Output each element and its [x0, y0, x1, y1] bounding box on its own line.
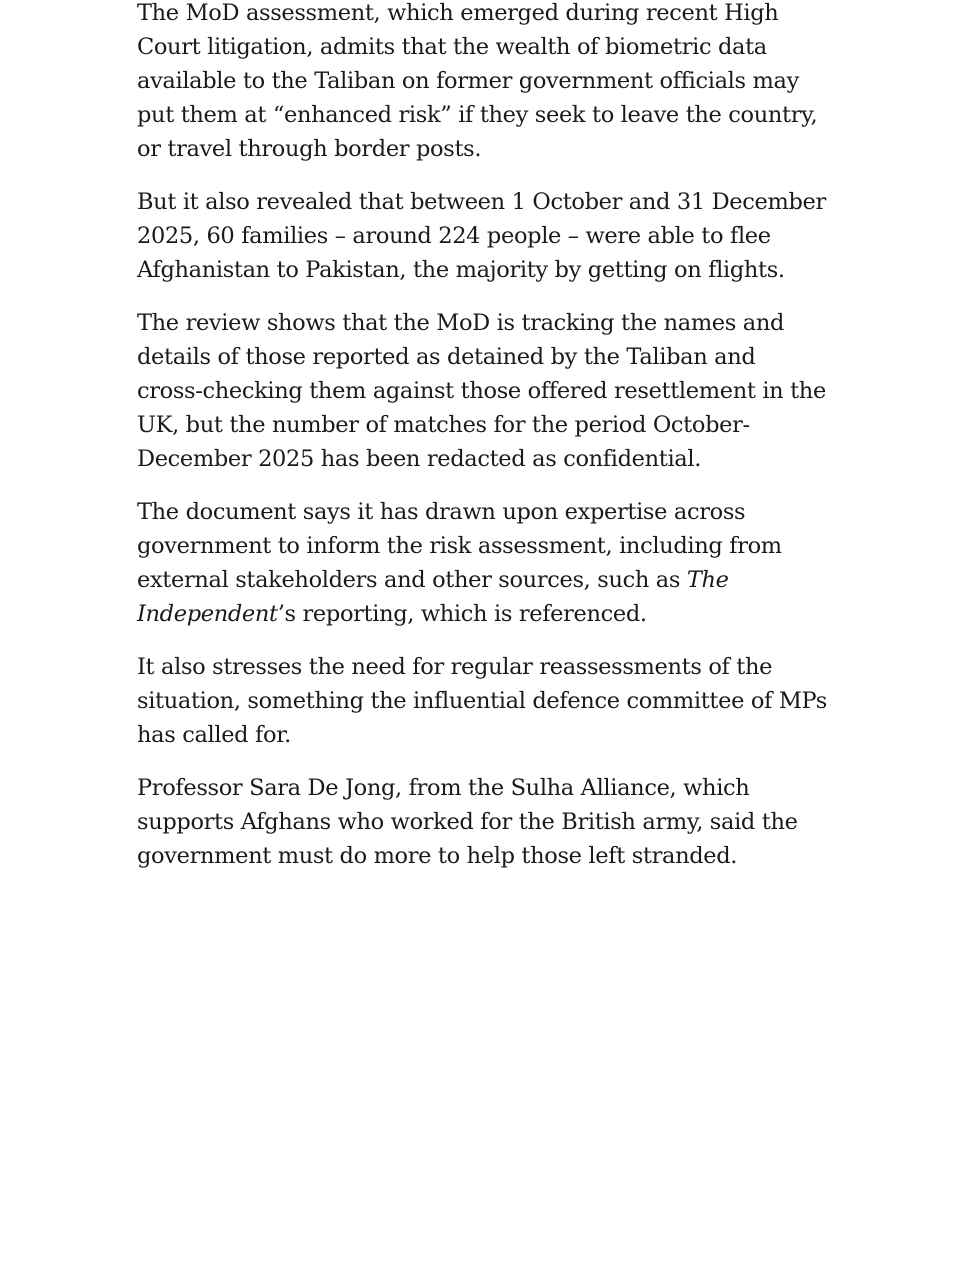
article-paragraph-families-fled: But it also revealed that between 1 October and 31 December 2025, 60 families – around 224 people – were able to flee Afghanistan to Pakistan, the majority by getting on flights. [137, 189, 826, 283]
article-paragraph-review-tracking: The review shows that the MoD is tracking the names and details of those reported as detained by the Taliban and cross-checking them against those offered resettlement in the UK, but the number of matches for the period October-December 2025 has been redacted as confidential. [137, 310, 826, 472]
article-paragraph-reassessments: It also stresses the need for regular reassessments of the situation, something the influential defence committee of MPs has called for. [137, 654, 827, 748]
article-body [137, 0, 827, 892]
article-paragraph-expertise [137, 495, 827, 631]
paragraph-text-after: ’s reporting, which is referenced. [277, 601, 647, 627]
publication-name: The Independent [137, 567, 729, 627]
article-paragraph-sulha-alliance: Professor Sara De Jong, from the Sulha Alliance, which supports Afghans who worked for the British army, said the government must do more to help those left stranded. [137, 775, 798, 869]
article-paragraph-mod-assessment: The MoD assessment, which emerged during recent High Court litigation, admits that the wealth of biometric data available to the Taliban on former government officials may put them at “enhanced risk” if they seek to leave the country, or travel through border posts. [137, 0, 818, 162]
paragraph-text-before: The document says it has drawn upon expertise across government to inform the risk assessment, including from external stakeholders and other sources, such as [137, 499, 782, 593]
